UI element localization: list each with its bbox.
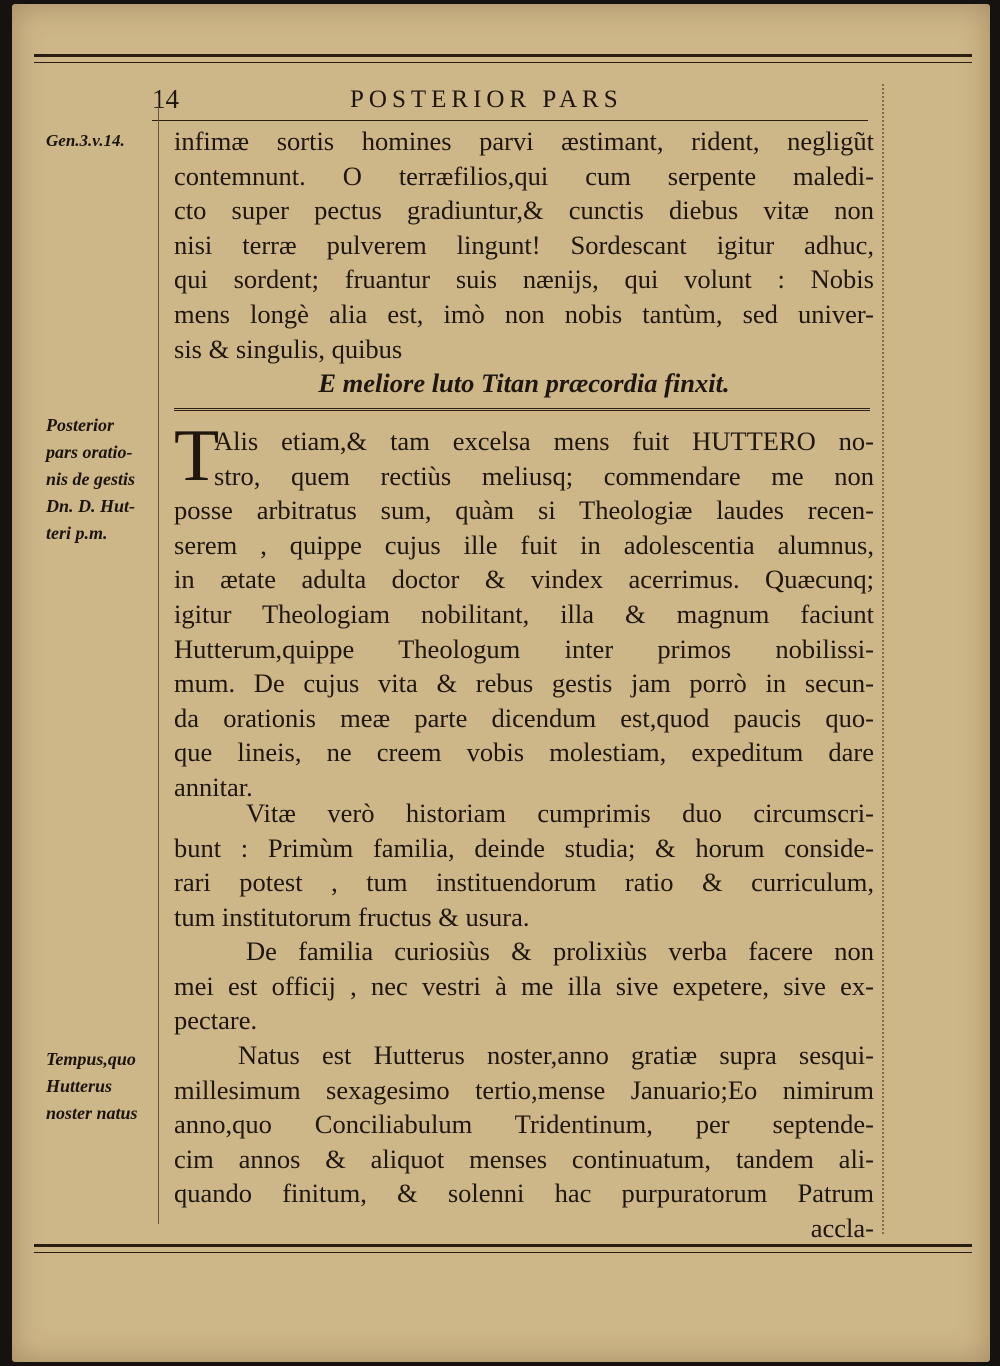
text-line: pectare. — [174, 1005, 258, 1036]
bottom-border-rule — [34, 1244, 972, 1247]
paragraph-3 — [174, 796, 874, 934]
text-line: mei est officij , nec vestri à me illa sive expetere, sive ex- — [174, 970, 874, 1001]
text-line: stro, quem rectiùs meliusq; commendare me non — [214, 460, 874, 491]
text-line: tum institutorum fructus & usura. — [174, 901, 530, 932]
head-rule — [152, 120, 868, 121]
text-line: infimæ sortis homines parvi æstimant, rident, negligũt — [174, 126, 874, 156]
text-line: Alis etiam,& tam excelsa mens fuit HUTTERO no- — [214, 426, 874, 456]
margin-note-line: Dn. D. Hut- — [46, 496, 136, 516]
running-head — [152, 84, 872, 118]
margin-note-line: nis de gestis — [46, 469, 136, 489]
text-line: nisi terræ pulverem lingunt! Sordescant igitur adhuc, — [174, 229, 874, 260]
paragraph-4 — [174, 934, 874, 1038]
top-border-rule-thin — [34, 62, 972, 63]
paragraph-1 — [174, 124, 874, 401]
margin-note-line: Hutterus — [46, 1076, 113, 1096]
text-line: igitur Theologiam nobilitant, illa & magnum faciunt — [174, 598, 874, 629]
text-line: qui sordent; fruantur suis nænijs, qui volunt : Nobis — [174, 264, 874, 295]
paragraph-5 — [174, 1038, 874, 1246]
paragraph-2 — [174, 415, 874, 805]
drop-cap: T — [174, 415, 220, 497]
running-title: POSTERIOR PARS — [350, 86, 623, 113]
margin-note-posterior-pars — [46, 412, 164, 547]
text-line: sis & singulis, quibus — [174, 333, 403, 364]
margin-note-genesis — [46, 128, 164, 153]
text-line: De familia curiosiùs & prolixiùs verba facere non — [246, 936, 874, 966]
verse-quotation: E meliore luto Titan præcordia finxit. — [318, 368, 730, 399]
top-border-rule — [34, 54, 972, 57]
margin-note-line: Posterior — [46, 415, 115, 435]
section-ornament-rule — [174, 408, 870, 411]
book-page — [12, 4, 990, 1362]
bottom-border-rule-thin — [34, 1252, 972, 1253]
text-line: cim annos & aliquot menses continuatum, tandem ali- — [174, 1143, 874, 1174]
catchword: accla- — [810, 1212, 874, 1243]
text-line: mum. De cujus vita & rebus gestis jam porrò in secun- — [174, 668, 874, 699]
text-line: millesimum sexagesimo tertio,mense Januario;Eo nimirum — [174, 1074, 874, 1105]
text-line: posse arbitratus sum, quàm si Theologiæ laudes recen- — [174, 495, 874, 526]
text-line: anno,quo Conciliabulum Tridentinum, per septende- — [174, 1109, 874, 1140]
text-line: cto super pectus gradiuntur,& cunctis diebus vitæ non — [174, 195, 874, 226]
text-line: mens longè alia est, imò non nobis tantùm, sed univer- — [174, 298, 874, 329]
text-line: Vitæ verò historiam cumprimis duo circumscri- — [246, 798, 874, 828]
text-line: contemnunt. O terræfilios,qui cum serpente maledi- — [174, 160, 874, 191]
page-number: 14 — [152, 84, 179, 114]
text-line: annitar. — [174, 771, 253, 802]
text-line: Hutterum,quippe Theologum inter primos nobilissi- — [174, 633, 874, 664]
text-line: in ætate adulta doctor & vindex acerrimus. Quæcunq; — [174, 564, 874, 595]
text-line: serem , quippe cujus ille fuit in adolescentia alumnus, — [174, 529, 874, 560]
margin-note-line: pars oratio- — [46, 442, 133, 462]
margin-note-line: teri p.m. — [46, 523, 108, 543]
margin-note-line: Gen.3.v.14. — [46, 131, 125, 150]
text-line: quando finitum, & solenni hac purpuratorum Patrum — [174, 1178, 874, 1209]
text-line: bunt : Primùm familia, deinde studia; & horum conside- — [174, 832, 874, 863]
margin-note-line: noster natus — [46, 1103, 138, 1123]
text-line: que lineis, ne creem vobis molestiam, expeditum dare — [174, 737, 874, 768]
page-edge-marks — [882, 84, 894, 1234]
margin-note-line: Tempus,quo — [46, 1049, 136, 1069]
margin-note-tempus — [46, 1046, 164, 1127]
text-line: da orationis meæ parte dicendum est,quod paucis quo- — [174, 702, 874, 733]
text-line: rari potest , tum instituendorum ratio & curriculum, — [174, 867, 874, 898]
text-line: Natus est Hutterus noster,anno gratiæ supra sesqui- — [238, 1040, 874, 1070]
